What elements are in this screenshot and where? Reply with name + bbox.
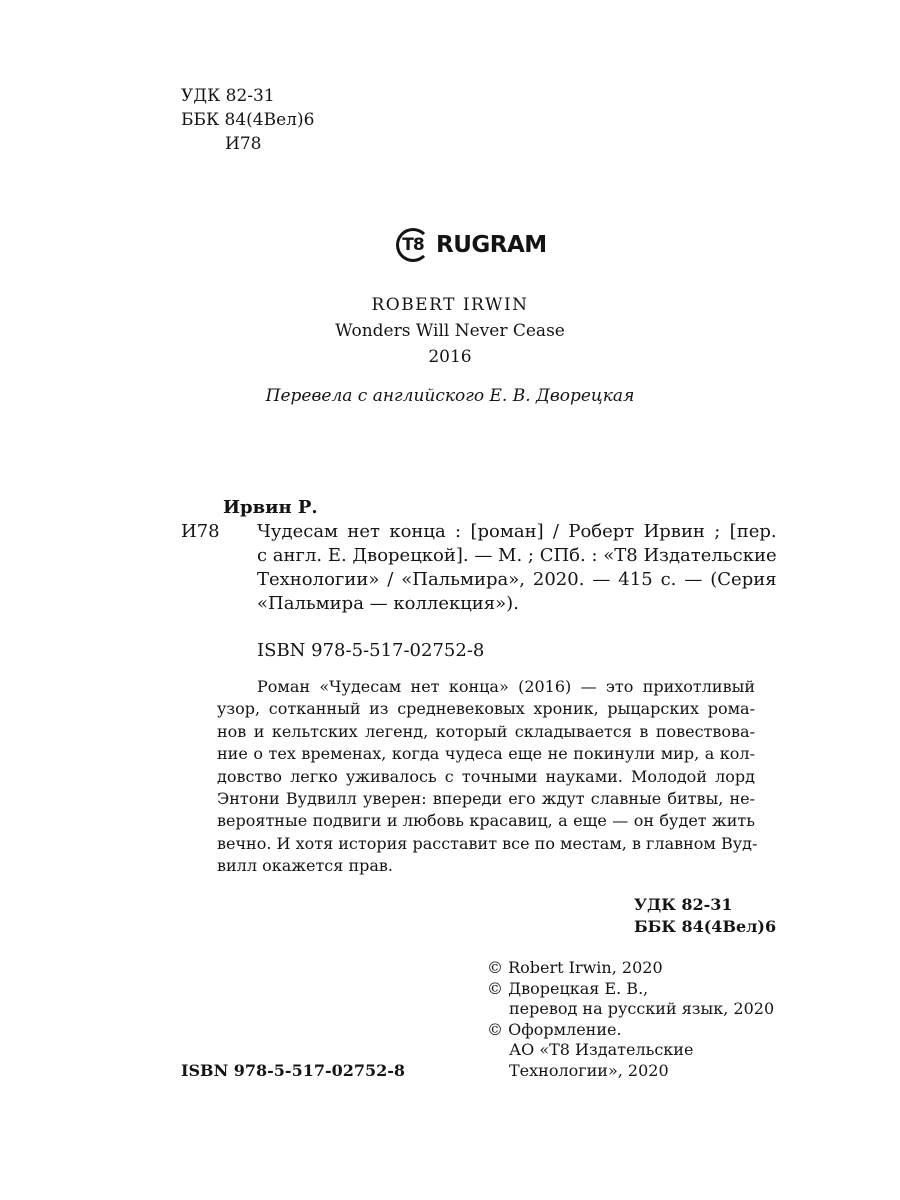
copyright-line: © Оформление. (487, 1019, 622, 1039)
record-author: Ирвин Р. (223, 497, 318, 518)
author-mark: И78 (225, 134, 262, 154)
annotation-line: Роман «Чудесам нет конца» (2016) — это прихотливый (257, 677, 755, 696)
record-line: с англ. Е. Дворецкой]. — М. ; СПб. : «Т8 Издательские (257, 545, 777, 566)
original-author: ROBERT IRWIN (371, 295, 529, 315)
annotation-line: вилл окажется прав. (217, 856, 393, 876)
annotation-line: вечно. И хотя история расставит все по местам, в главном Вуд- (217, 833, 758, 853)
copyright-block (487, 958, 774, 1081)
logo-wordmark: RUGRAM (436, 232, 547, 258)
copyright-line: Технологии», 2020 (509, 1060, 669, 1080)
annotation-line: вероятные подвиги и любовь красавиц, а еще — он будет жить (217, 811, 755, 831)
original-title: Wonders Will Never Cease (335, 321, 565, 341)
original-year: 2016 (428, 347, 472, 367)
record-description (223, 520, 777, 616)
record-author-mark: И78 (181, 521, 220, 542)
bbk-code: ББК 84(4Вел)6 (181, 110, 315, 130)
udk-code-bottom: УДК 82-31 (634, 895, 733, 914)
annotation (217, 676, 758, 878)
logo-mark: T8 (396, 228, 430, 262)
annotation-line: ние о тех временах, когда чудеса еще не покинули мир, а кол- (217, 744, 755, 764)
original-edition (0, 292, 900, 370)
record-line: Чудесам нет конца : [роман] / Роберт Ирвин ; [пер. (257, 521, 777, 542)
bbk-code-bottom: ББК 84(4Вел)6 (634, 917, 777, 936)
classification-codes-bottom (634, 894, 776, 938)
copyright-line: © Дворецкая Е. В., (487, 978, 649, 998)
record-isbn: ISBN 978-5-517-02752-8 (257, 640, 485, 661)
annotation-line: узор, сотканный из средневековых хроник, рыцарских рома- (217, 699, 755, 719)
bibliographic-record (181, 496, 777, 616)
classification-codes-top (181, 84, 314, 156)
annotation-line: нов и кельтских легенд, который складывается в повествова- (217, 721, 755, 741)
translator-credit: Перевела с английского Е. В. Дворецкая (265, 386, 635, 406)
record-line: «Пальмира — коллекция»). (257, 593, 519, 614)
record-line: Технологии» / «Пальмира», 2020. — 415 с. — (Серия (257, 569, 777, 590)
copyright-line: перевод на русский язык, 2020 (509, 999, 775, 1018)
annotation-line: довство легко уживалось с точными науками. Молодой лорд (217, 766, 755, 786)
udk-code: УДК 82-31 (181, 86, 275, 106)
publisher-logo (396, 228, 547, 262)
annotation-line: Энтони Вудвилл уверен: впереди его ждут славные битвы, не- (217, 789, 755, 809)
isbn-bottom: ISBN 978-5-517-02752-8 (181, 1061, 406, 1080)
copyright-line: © Robert Irwin, 2020 (487, 958, 663, 977)
copyright-line: АО «Т8 Издательские (509, 1040, 694, 1059)
